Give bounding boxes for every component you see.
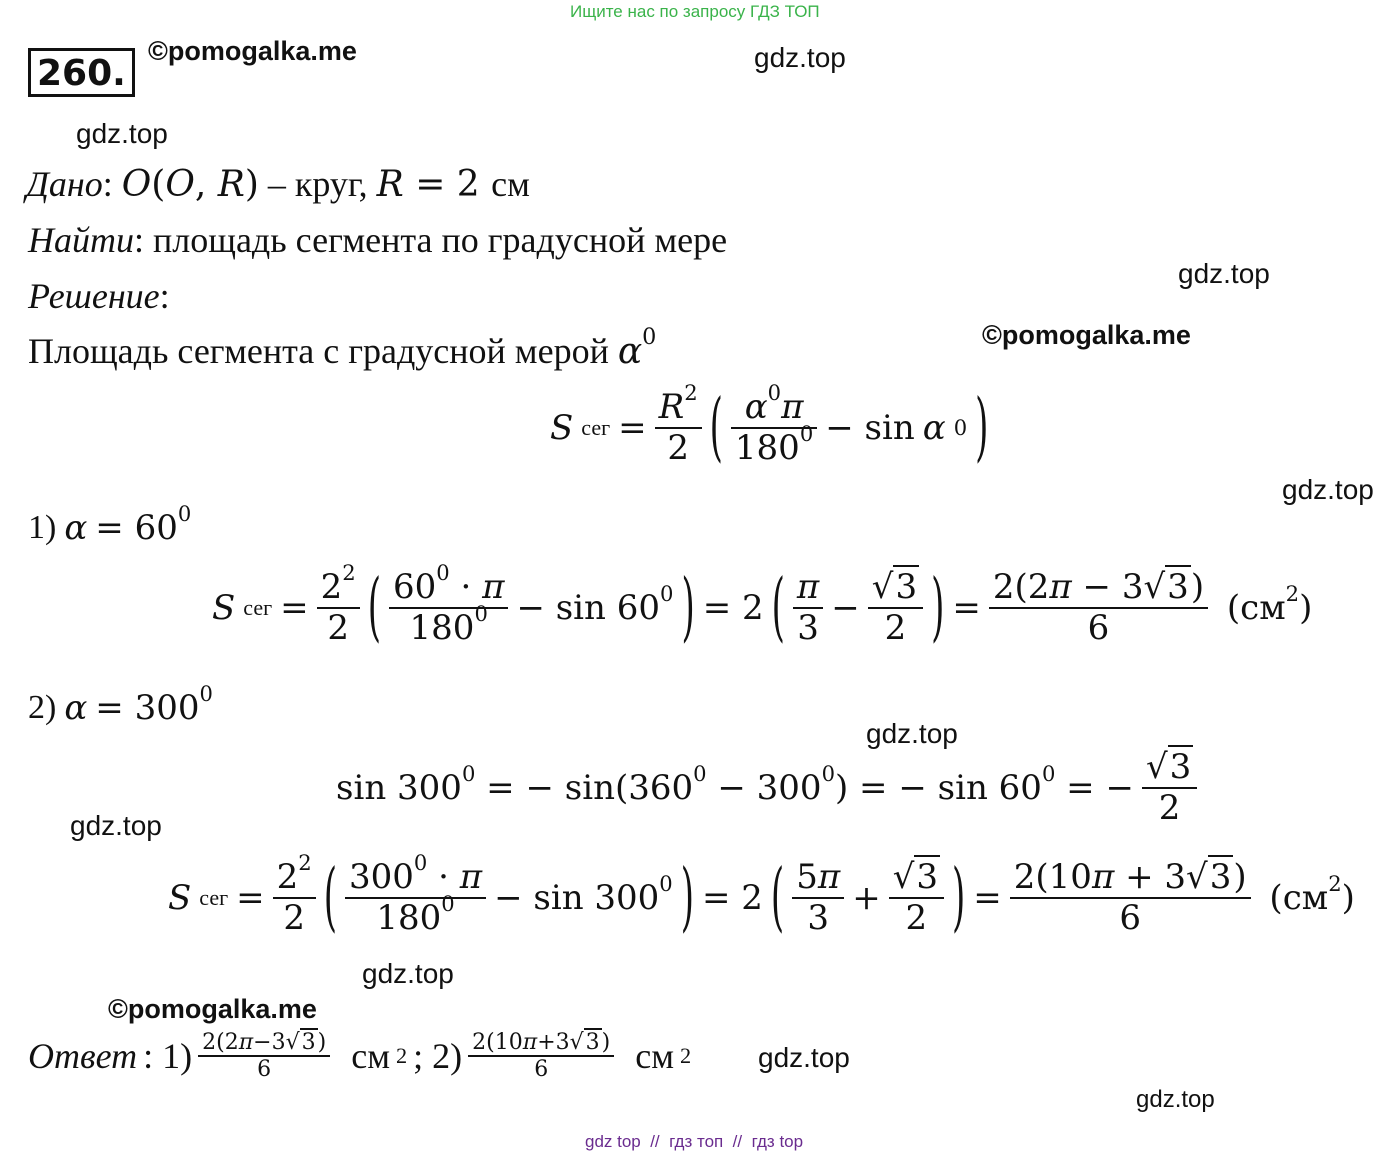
answer-label: Ответ (28, 1036, 138, 1077)
brand-watermark: ©pomogalka.me (108, 994, 317, 1024)
intro-text: Площадь сегмента с градусной мерой (28, 331, 618, 371)
brand-watermark: ©pomogalka.me (148, 36, 357, 66)
given-label: Дано (26, 164, 103, 204)
top-banner: Ищите нас по запросу ГДЗ ТОП (570, 2, 820, 21)
watermark: gdz.top (754, 42, 846, 73)
formula-case1: S сег = $\frac{2^2}{2}$ ( $\frac{60^0 \cdot \pi}{180^0}$ − $\sin 60^0$ ) = 2 ( $\frac{\pi}{3}$ − $\frac{√3}{2}$ ) = $\frac{2(2\pi - 3√3)}{6}$ $(см^2)$ (212, 560, 1313, 653)
formula-case2: S сег = $\frac{2^2}{2}$ ( $\frac{300^0 \cdot \pi}{180^0}$ − $\sin 300^0$ ) = 2 ( $\frac{5\pi}{3}$ + $\frac{√3}{2}$ ) = $\frac{2(10\pi + 3√3)}{6}$ $(см^2)$ (168, 850, 1355, 943)
watermark: gdz.top (866, 718, 958, 749)
find-label: Найти (28, 220, 134, 260)
watermark: gdz.top (76, 118, 168, 149)
watermark: gdz.top (1282, 474, 1374, 505)
given-line: Дано: O(O, R) – круг, R = 2 см (26, 164, 530, 205)
find-text: : площадь сегмента по градусной мере (134, 220, 728, 260)
problem-number: 260. (28, 48, 135, 97)
case2-header: 2) α = $300^0$ (28, 681, 213, 728)
find-line (28, 222, 727, 258)
watermark: gdz.top (1178, 258, 1270, 289)
sin300-line: $\sin 300^0$ = − $\sin(360^0 - 300^0)$ = − $\sin 60^0$ = − $\frac{√3}{2}$ (336, 748, 1197, 828)
brand-watermark: ©pomogalka.me (982, 320, 1191, 350)
watermark: gdz.top (70, 810, 162, 841)
solution-line: Решение: (28, 276, 170, 316)
formula-general: S сег = $\frac{R^2}{2}$ ( $\frac{\alpha^0\pi}{180^0}$ − sin α 0 ) (550, 380, 989, 473)
watermark: gdz.top (758, 1042, 850, 1073)
bottom-bar: gdz top // гдз топ // гдз top (585, 1132, 804, 1151)
given-text: – круг, (258, 164, 377, 204)
watermark: gdz.top (362, 958, 454, 989)
case1-header: 1) α = $60^0$ (28, 501, 192, 548)
answer-line: Ответ : 1) $\frac{2(2\pi-3√3)}{6}$ см 2 ; 2) $\frac{2(10\pi+3√3)}{6}$ см 2 (28, 1030, 692, 1083)
intro-line: Площадь сегмента с градусной мерой $\alpha^0$ (28, 324, 657, 372)
solution-label: Решение (28, 276, 160, 316)
watermark: gdz.top (1136, 1086, 1215, 1113)
